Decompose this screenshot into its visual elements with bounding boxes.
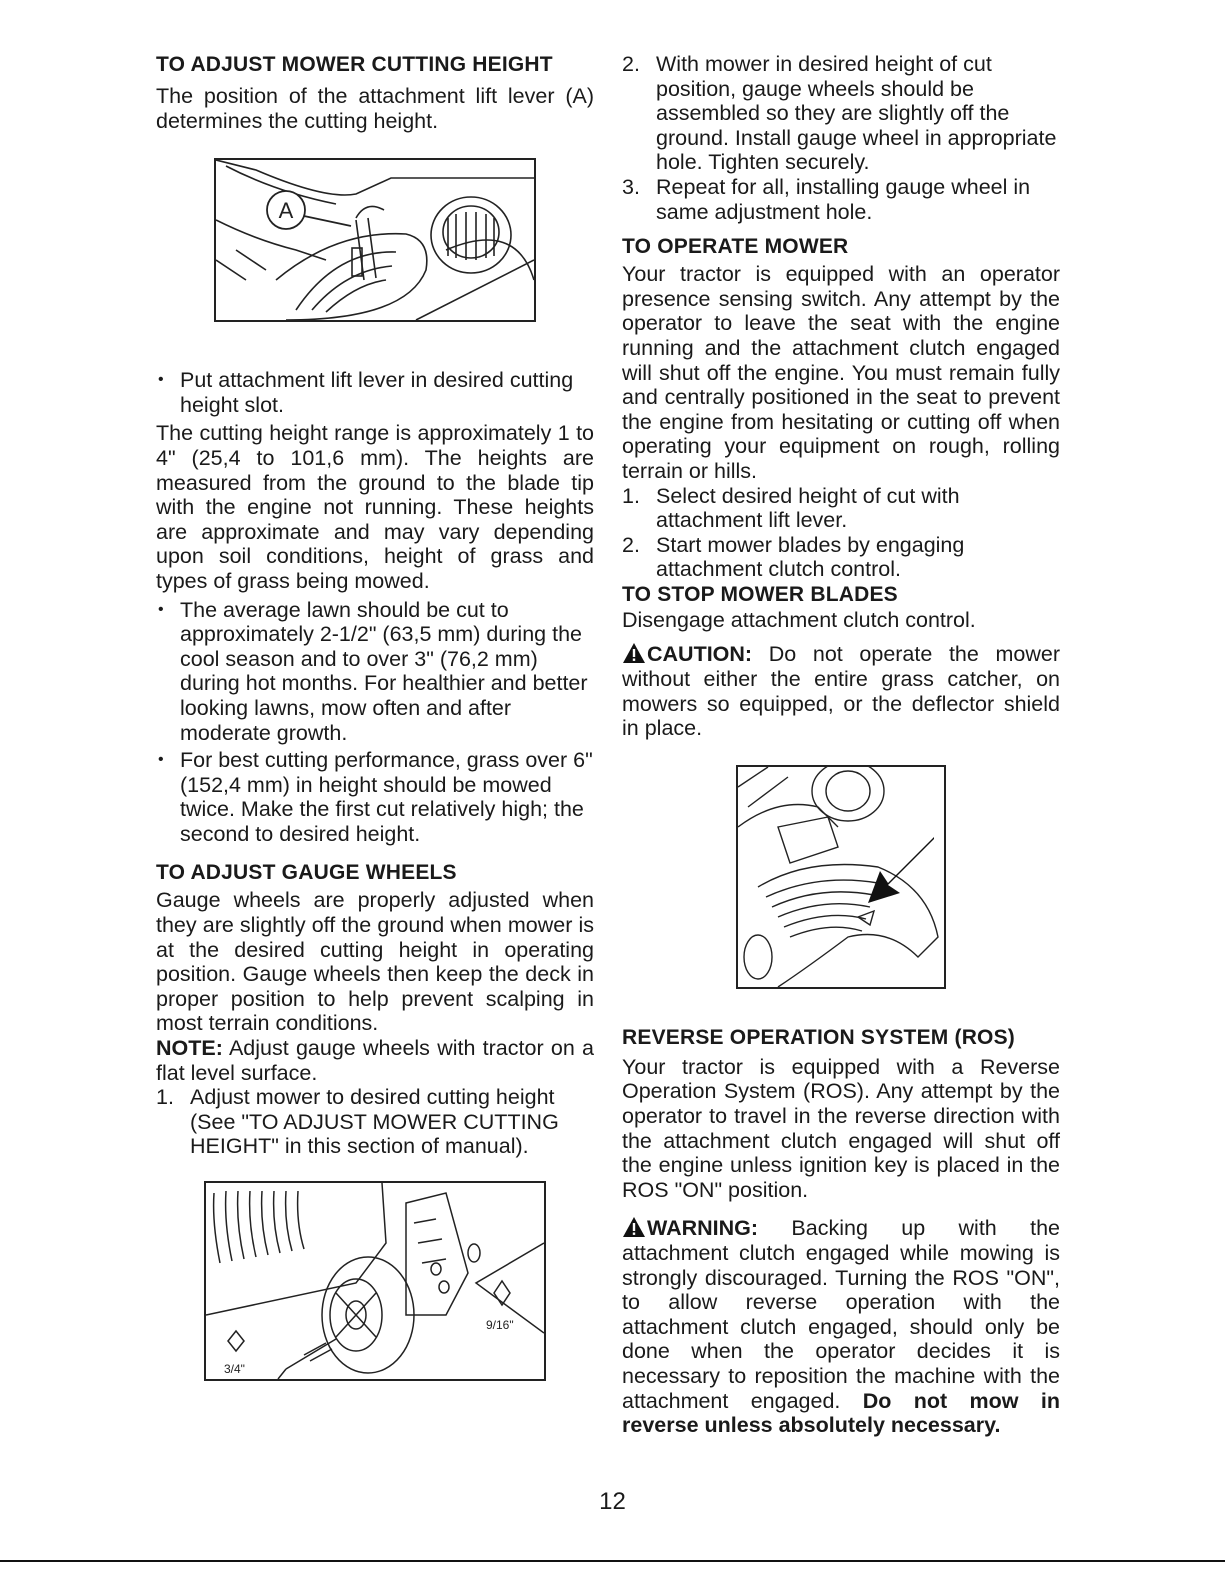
step-text: Start mower blades by engaging attachment clutch control. <box>656 532 965 582</box>
step-text: With mower in desired height of cut position, gauge wheels should be assembled so they are slightly off the ground. Install gauge wheel in appropriate hole. Tighten securely. <box>656 52 1057 175</box>
paragraph-ros: Your tractor is equipped with a Reverse Operation System (ROS). Any attempt by the operator to travel in the reverse direction with the attachment clutch engaged will shut off the engine unless ignition key is placed in the ROS "ON" position. <box>622 1054 1060 1202</box>
step-text: Repeat for all, installing gauge wheel in same adjustment hole. <box>656 174 1031 224</box>
bullet-item: • Put attachment lift lever in desired cutting height slot. <box>156 368 594 417</box>
step-item <box>622 175 1060 224</box>
paragraph-gauge-wheels: Gauge wheels are properly adjusted when they are slightly off the ground when mower is at the desired cutting height in operating position. Gauge wheels then keep the deck in proper position to help prevent scalping in most terrain conditions. <box>156 888 594 1036</box>
step-item <box>622 52 1060 175</box>
left-column <box>156 52 594 1381</box>
bullet-list-lift-lever <box>156 368 594 417</box>
step-text: Adjust mower to desired cutting height (See "TO ADJUST MOWER CUTTING HEIGHT" in this section of manual). <box>190 1085 559 1159</box>
warning-paragraph <box>622 1216 1060 1437</box>
steps-gauge-left <box>156 1085 594 1159</box>
bottom-rule <box>0 1560 1225 1562</box>
step-number: 2. <box>622 532 640 557</box>
figure-gauge-wheel <box>204 1181 546 1381</box>
note-label: NOTE: <box>156 1036 223 1061</box>
warning-emphasis: Do not mow in reverse unless absolutely necessary. <box>622 1388 1060 1438</box>
step-number: 2. <box>622 52 640 76</box>
arrow-icon <box>868 837 934 903</box>
caution-text: Do not operate the mower without either the entire grass catcher, on mowers so equipped, or the deflector shield in place. <box>622 642 1060 741</box>
heading-stop-mower-blades: TO STOP MOWER BLADES <box>622 582 898 606</box>
paragraph-lift-lever-position: The position of the attachment lift lever (A) determines the cutting height. <box>156 84 594 133</box>
steps-operate <box>622 484 1060 582</box>
warning-text: Backing up with the attachment clutch engaged while mowing is strongly discouraged. Turning the ROS "ON", to allow reverse operation with the attachment clutch engaged, should only be done when the operator decides it is necessary to reposition the machine with the attachment engaged. <box>622 1216 1060 1413</box>
heading-adjust-gauge-wheels: TO ADJUST GAUGE WHEELS <box>156 861 457 885</box>
bullet-list-cutting-tips <box>156 598 594 847</box>
paragraph-cutting-range: The cutting height range is approximately 1 to 4" (25,4 to 101,6 mm). The heights are measured from the ground to the blade tip with the engine not running. These heights are approximate and may vary depending upon soil conditions, height of grass and types of grass being mowed. <box>156 421 594 593</box>
page-number: 12 <box>599 1488 626 1515</box>
note-text: Adjust gauge wheels with tractor on a flat level surface. <box>156 1036 594 1085</box>
paragraph-operate-mower: Your tractor is equipped with an operator presence sensing switch. Any attempt by the operator to leave the seat with the engine running and the attachment clutch engaged will shut off the engine. You must remain fully and centrally positioned in the seat to prevent the engine from hesitating or cutting off when operating your equipment on rough, rolling terrain or hills. <box>622 262 1060 483</box>
gauge-wheel-illustration <box>206 1183 544 1379</box>
wrench-size-label: 9/16" <box>486 1318 514 1332</box>
bullet-item: • For best cutting performance, grass over 6" (152,4 mm) in height should be mowed twice. Make the first cut relatively high; the second to desired height. <box>156 748 594 846</box>
figure-lift-lever <box>214 158 536 322</box>
callout-a-label: A <box>278 198 294 224</box>
steps-gauge-right <box>622 52 1060 224</box>
caution-label: CAUTION: <box>647 642 753 667</box>
step-item <box>622 484 1060 533</box>
heading-adjust-cutting-height: TO ADJUST MOWER CUTTING HEIGHT <box>156 53 553 76</box>
step-number: 1. <box>156 1085 174 1110</box>
wrench-size-label: 3/4" <box>224 1362 245 1376</box>
right-column <box>622 52 1060 1438</box>
lift-lever-illustration <box>216 160 534 320</box>
bullet-item: • The average lawn should be cut to approximately 2-1/2" (63,5 mm) during the cool season and to over 3" (76,2 mm) during hot months. For healthier and better looking lawns, mow often and after moderate growth. <box>156 598 594 746</box>
caution-paragraph <box>622 642 1060 740</box>
step-item <box>156 1085 594 1159</box>
step-number: 1. <box>622 483 640 508</box>
note-paragraph <box>156 1036 594 1085</box>
paragraph-stop-blades: Disengage attachment clutch control. <box>622 607 976 632</box>
step-text: Select desired height of cut with attachment lift lever. <box>656 483 960 533</box>
step-number: 3. <box>622 174 640 199</box>
step-item <box>622 533 1060 582</box>
deflector-shield-illustration <box>738 767 944 987</box>
heading-operate-mower: TO OPERATE MOWER <box>622 235 849 259</box>
heading-reverse-operation-system: REVERSE OPERATION SYSTEM (ROS) <box>622 1025 1015 1049</box>
figure-deflector-shield <box>736 765 946 989</box>
warning-triangle-icon <box>622 1216 646 1238</box>
warning-label: WARNING: <box>647 1216 759 1241</box>
warning-triangle-icon <box>622 642 646 664</box>
